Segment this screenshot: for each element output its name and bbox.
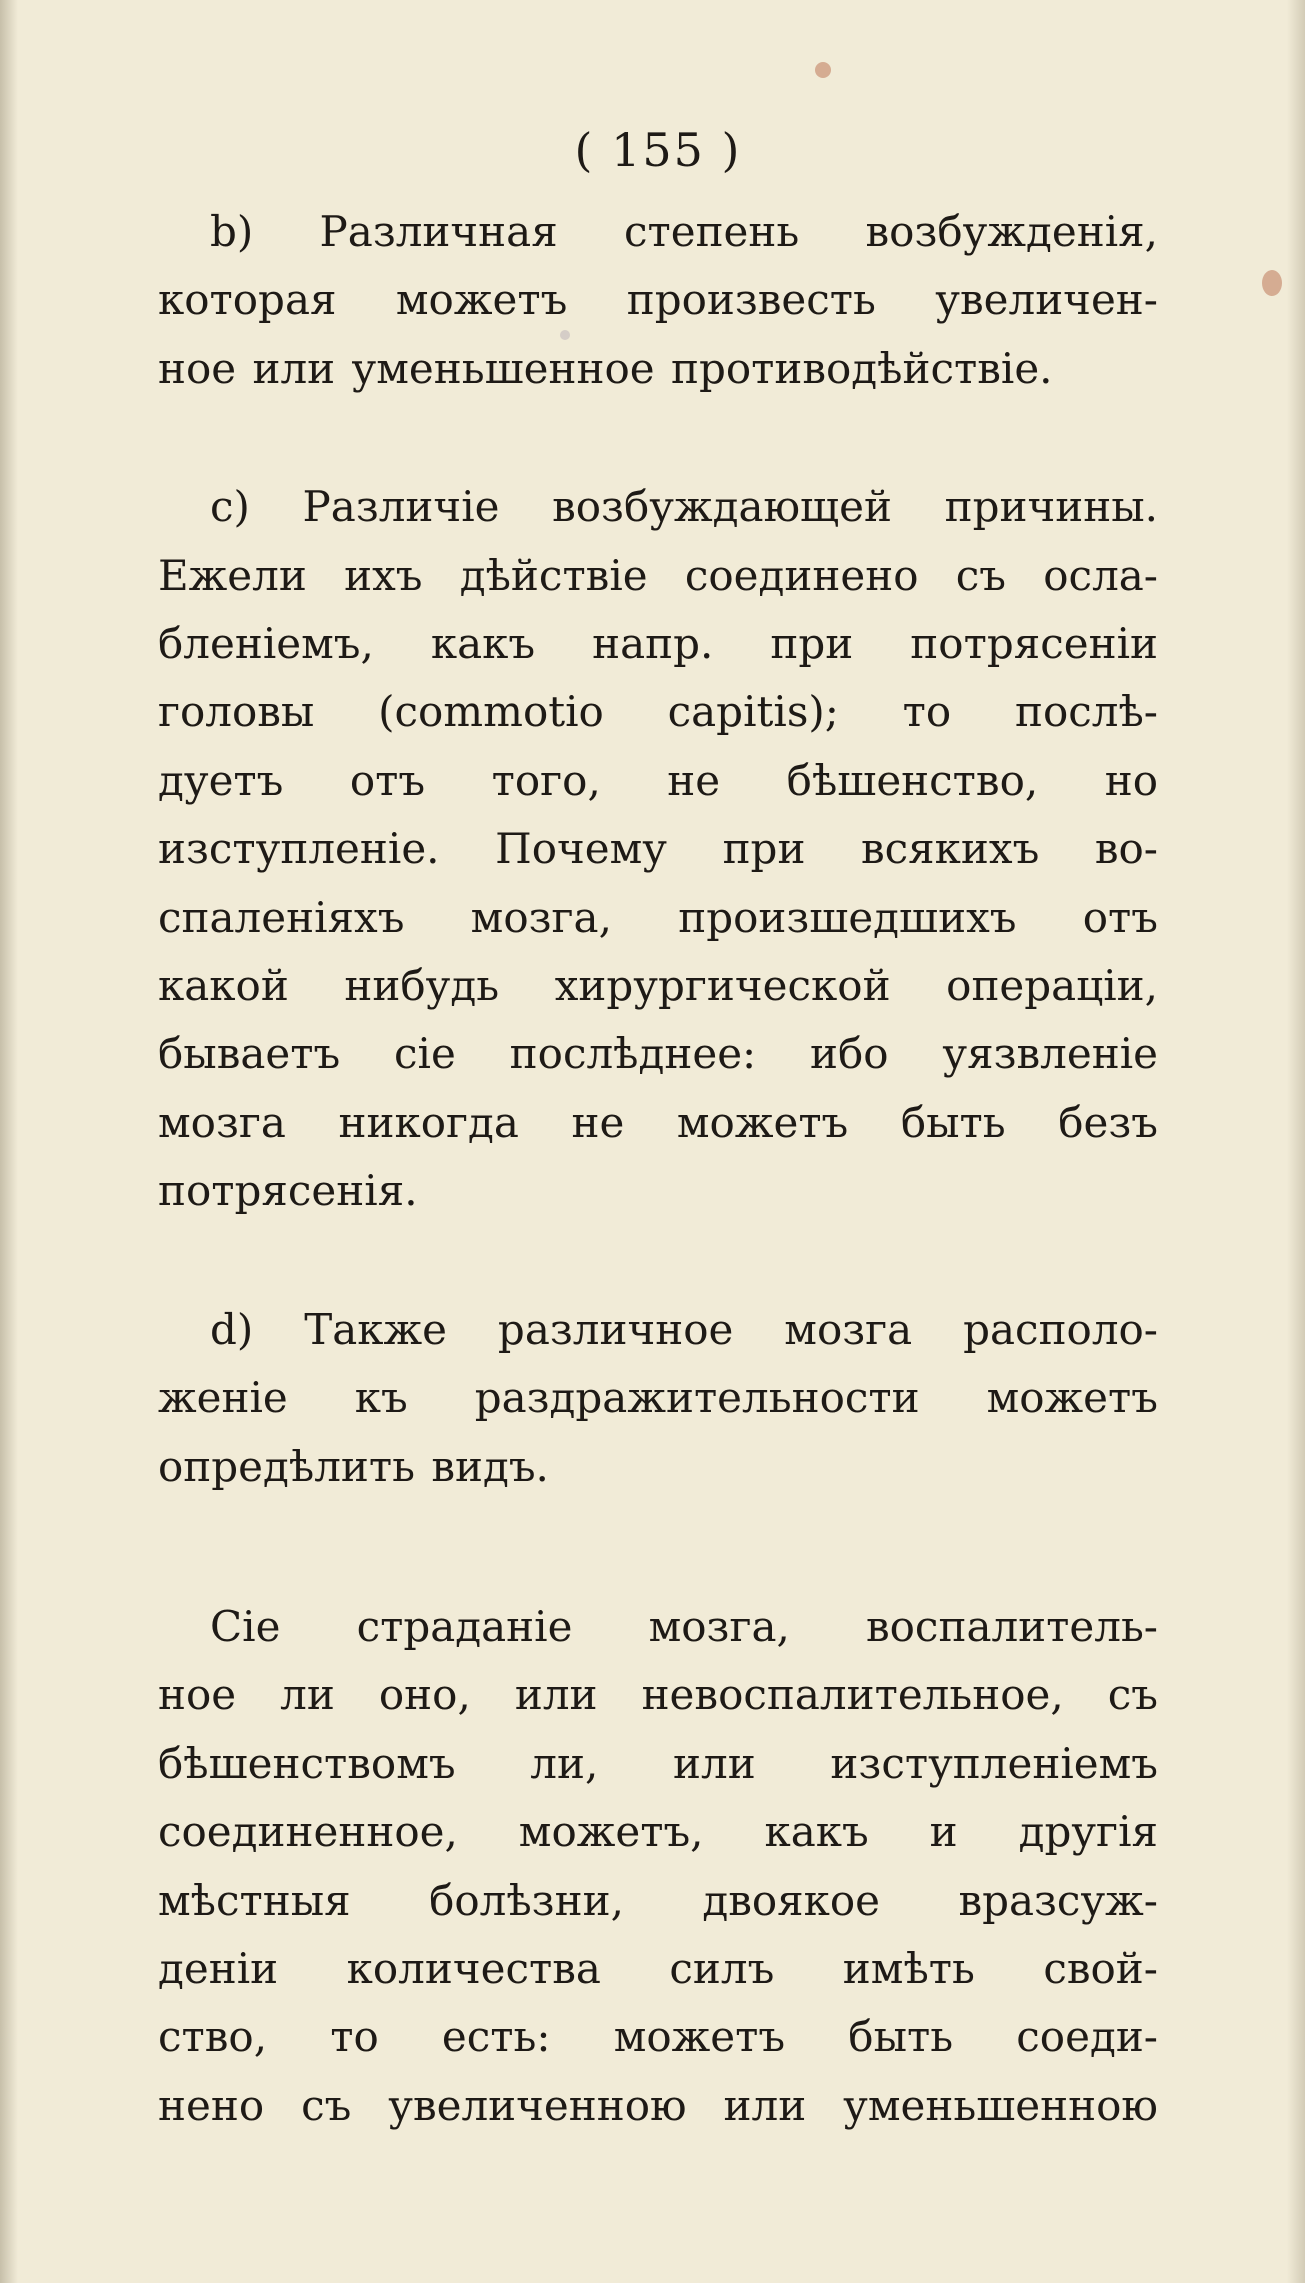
text-line: ное или уменьшенное противодѣйствіе. (158, 343, 1053, 393)
paragraph-gap (158, 1226, 1158, 1296)
text-line: ство, то есть: можетъ быть соеди- (158, 2012, 1158, 2062)
page-edge-shadow-left (0, 0, 18, 2283)
paragraph-b (158, 198, 1158, 403)
text-line: бленіемъ, какъ напр. при потрясеніи (158, 619, 1158, 669)
text-line: изступленіе. Почему при всякихъ во- (158, 824, 1158, 874)
text-line: соединенное, можетъ, какъ и другія (158, 1807, 1158, 1857)
text-line: опредѣлить видъ. (158, 1441, 549, 1491)
text-line: спаленіяхъ мозга, произшедшихъ отъ (158, 892, 1158, 942)
text-line: с) Различіе возбуждающей причины. (210, 482, 1158, 532)
paragraph-c (158, 473, 1158, 1225)
text-line: дуетъ отъ того, не бѣшенство, но (158, 755, 1158, 805)
page-number: ( 155 ) (574, 123, 742, 177)
paragraph-main (158, 1593, 1158, 2140)
text-line: мѣстныя болѣзни, двоякое вразсуж- (158, 1875, 1158, 1925)
text-line: бѣшенствомъ ли, или изступленіемъ (158, 1738, 1158, 1788)
text-line: b) Различная степень возбужденія, (210, 207, 1158, 256)
text-line: которая можетъ произвесть увеличен- (158, 275, 1158, 325)
paragraph-gap (158, 1501, 1158, 1593)
text-line: d) Также различное мозга располо- (210, 1304, 1158, 1354)
page-text (158, 120, 1158, 2140)
text-line: какой нибудь хирургической операціи, (158, 961, 1158, 1011)
text-line: женіе къ раздражительности можетъ (158, 1373, 1158, 1423)
text-line: Сіе страданіе мозга, воспалитель- (210, 1601, 1158, 1651)
ink-spot (1262, 270, 1282, 296)
text-line: головы (commotio capitis); то послѣ- (158, 687, 1158, 737)
paragraph-d (158, 1296, 1158, 1501)
text-line: мозга никогда не можетъ быть безъ (158, 1097, 1158, 1147)
text-line: бываетъ сіе послѣднее: ибо уязвленіе (158, 1029, 1158, 1079)
text-line: Ежели ихъ дѣйствіе соединено съ осла- (158, 550, 1158, 600)
paragraph-gap (158, 403, 1158, 473)
text-line: деніи количества силъ имѣть свой- (158, 1943, 1158, 1993)
text-line: потрясенія. (158, 1166, 418, 1216)
ink-spot (815, 62, 831, 78)
text-line: нено съ увеличенною или уменьшенною (158, 2080, 1158, 2130)
page-edge-shadow-right (1287, 0, 1305, 2283)
text-line: ное ли оно, или невоспалительное, съ (158, 1670, 1158, 1720)
